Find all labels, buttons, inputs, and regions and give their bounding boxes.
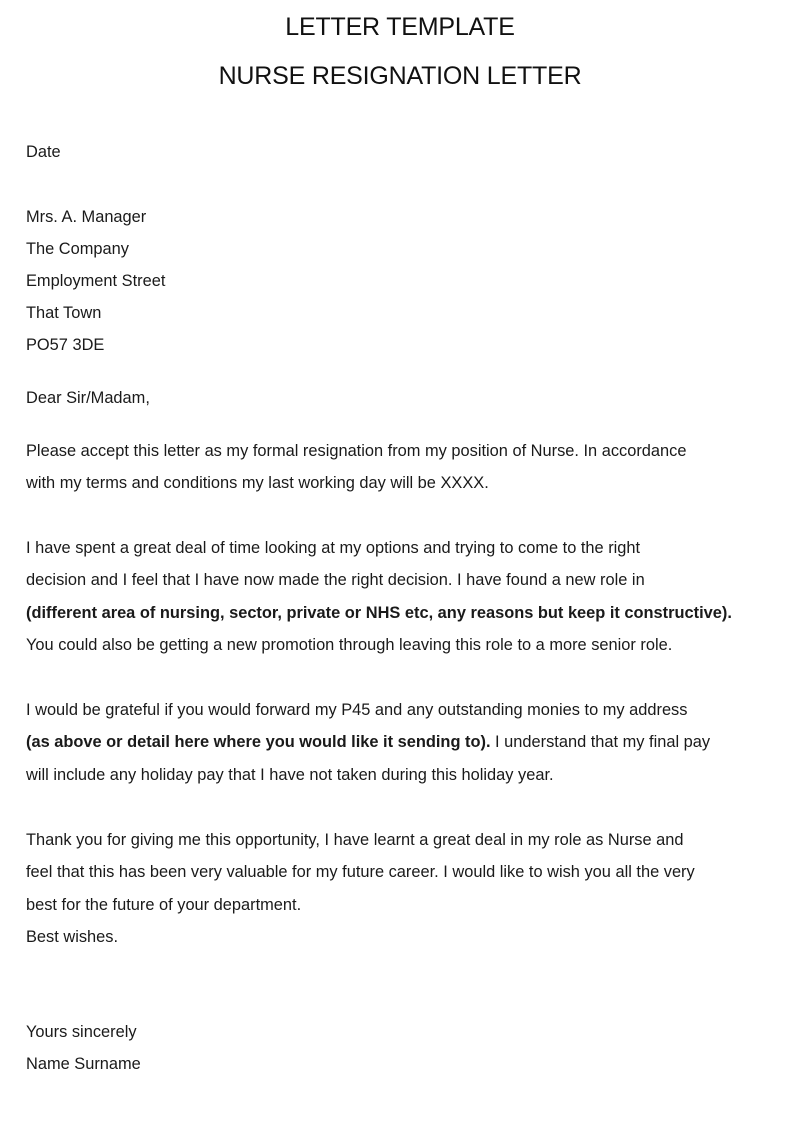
paragraph-thanks bbox=[26, 824, 784, 953]
paragraph-payment-line: I would be grateful if you would forward my P45 and any outstanding monies to my address bbox=[26, 701, 688, 719]
address-placeholder: (as above or detail here where you would like it sending to). bbox=[26, 733, 491, 752]
paragraph-payment-text: I understand that my final pay bbox=[490, 733, 711, 752]
best-wishes: Best wishes. bbox=[26, 927, 119, 946]
paragraph-reasons-line: I have spent a great deal of time looking at my options and trying to come to the right bbox=[26, 539, 641, 557]
signature-name: Name Surname bbox=[26, 1055, 141, 1073]
recipient-company: The Company bbox=[26, 240, 129, 258]
paragraph-reasons-placeholder: (different area of nursing, sector, private or NHS etc, any reasons but keep it constructive). bbox=[26, 603, 732, 622]
paragraph-notice bbox=[26, 435, 784, 500]
paragraph-payment bbox=[26, 694, 784, 791]
paragraph-payment-line: will include any holiday pay that I have not taken during this holiday year. bbox=[26, 765, 554, 784]
recipient-town: That Town bbox=[26, 304, 102, 322]
paragraph-thanks-line: Thank you for giving me this opportunity, I have learnt a great deal in my role as Nurse and bbox=[26, 831, 684, 849]
paragraph-thanks-line: feel that this has been very valuable for my future career. I would like to wish you all the very bbox=[26, 863, 695, 882]
letter-title: NURSE RESIGNATION LETTER bbox=[218, 62, 582, 90]
date-line: Date bbox=[26, 143, 61, 161]
paragraph-reasons bbox=[26, 532, 784, 661]
paragraph-notice-line: with my terms and conditions my last working day will be XXXX. bbox=[26, 474, 489, 493]
paragraph-thanks-line: best for the future of your department. bbox=[26, 895, 302, 914]
salutation: Dear Sir/Madam, bbox=[26, 389, 150, 407]
closing-line: Yours sincerely bbox=[26, 1023, 137, 1041]
paragraph-reasons-line: decision and I feel that I have now made the right decision. I have found a new role in bbox=[26, 571, 645, 590]
paragraph-payment-line bbox=[26, 726, 784, 758]
paragraph-reasons-line: You could also be getting a new promotion through leaving this role to a more senior role. bbox=[26, 635, 673, 654]
recipient-postcode: PO57 3DE bbox=[26, 336, 105, 354]
template-title: LETTER TEMPLATE bbox=[285, 13, 515, 41]
paragraph-notice-line: Please accept this letter as my formal resignation from my position of Nurse. In accordance bbox=[26, 442, 687, 460]
recipient-name: Mrs. A. Manager bbox=[26, 208, 147, 226]
recipient-street: Employment Street bbox=[26, 272, 166, 290]
